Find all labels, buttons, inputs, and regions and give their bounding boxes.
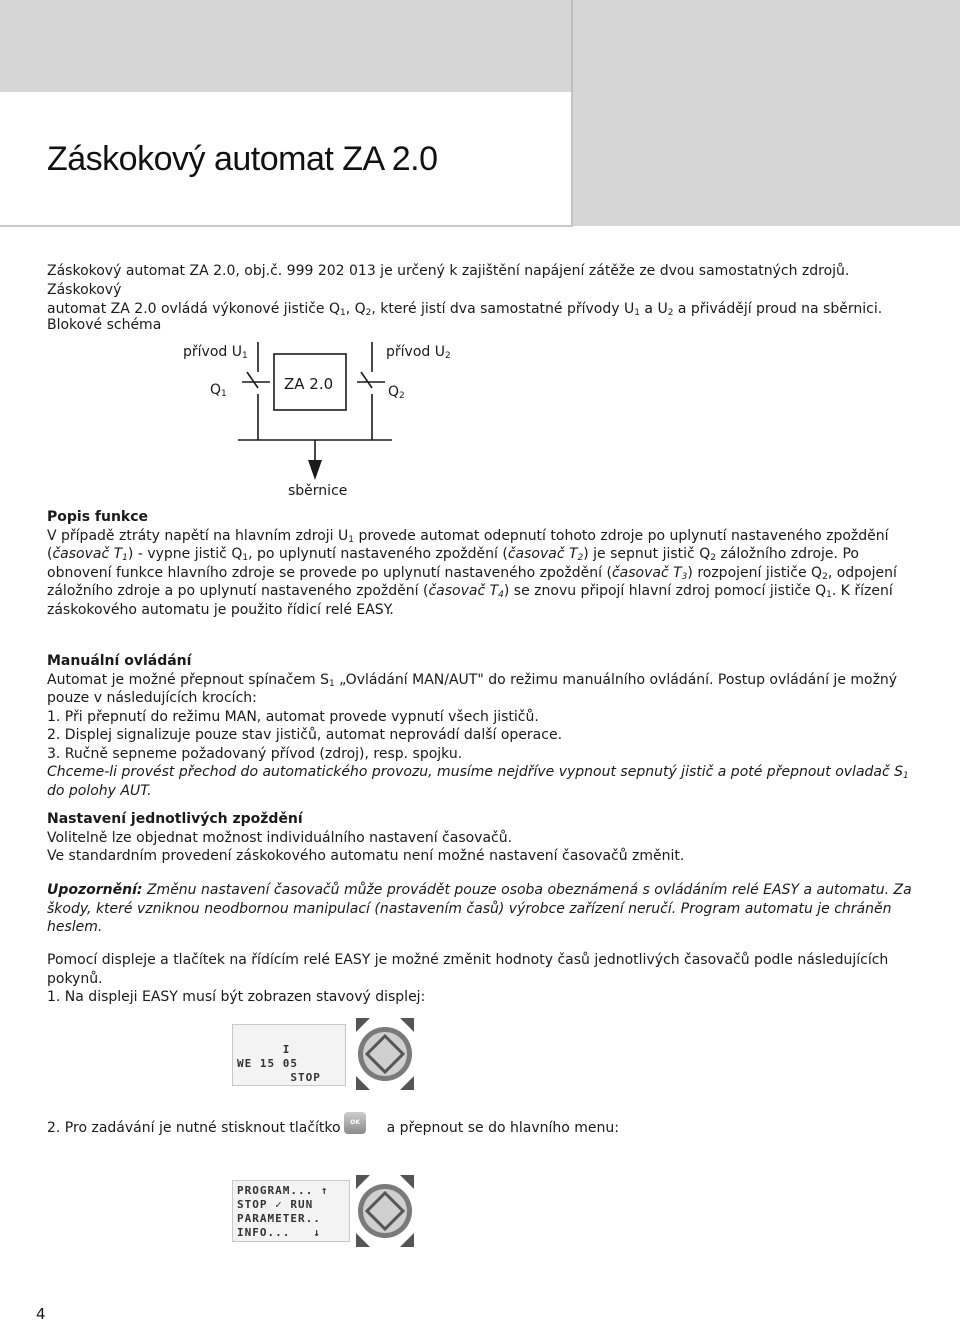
- delays-line-1: Volitelně lze objednat možnost individuálního nastavení časovačů.: [47, 829, 513, 846]
- step-2-text-a: 2. Pro zadávání je nutné stisknout tlačítko: [47, 1120, 341, 1136]
- easy-cursor-keys-icon[interactable]: [356, 1018, 414, 1090]
- step-2-text-b: a přepnout se do hlavního menu:: [386, 1120, 619, 1136]
- page-title: Záskokový automat ZA 2.0: [47, 140, 438, 178]
- manual-heading: Manuální ovládání: [47, 653, 192, 669]
- function-heading: Popis funkce: [47, 509, 149, 525]
- breaker-q2-label: $Q_2$: [388, 384, 405, 401]
- menu-item-parameter: PARAMETER..: [237, 1212, 321, 1225]
- block-diagram: [0, 330, 960, 510]
- lcd-row: I: [237, 1043, 291, 1056]
- breaker-q1-label: $Q_1$: [210, 382, 227, 399]
- header-side-band: [572, 92, 960, 226]
- delays-section: [47, 810, 917, 866]
- block-diagram-lines: [0, 330, 960, 510]
- manual-section: [47, 652, 917, 800]
- instructions-line-1: Pomocí displeje a tlačítek na řídícím relé EASY je možné změnit hodnoty časů jednotlivých časovačů podle následujících pokynů.: [47, 952, 889, 987]
- manual-intro: Automat je možné přepnout spínačem $S_1$ „Ovládání MAN/AUT" do režimu manuálního ovládání. Postup ovládání je možný pouze v následujících krocích:: [47, 671, 898, 706]
- page-number: 4: [36, 1305, 46, 1323]
- manual-note: Chceme-li provést přechod do automatického provozu, musíme nejdříve vypnout sepnutý jistič a poté přepnout ovladač $S_1$ do polohy AUT.: [47, 764, 909, 799]
- delays-heading: Nastavení jednotlivých zpoždění: [47, 811, 303, 827]
- lcd-row: STOP: [237, 1071, 321, 1084]
- menu-item-stop-run: STOP ✓ RUN: [237, 1198, 314, 1211]
- easy-status-display: [232, 1024, 346, 1086]
- function-text: V případě ztráty napětí na hlavním zdroji $U_1$ provede automat odepnutí tohoto zdroje po uplynutí nastaveného zpoždění (časovač $T_1$) - vypne jistič $Q_1$, po uplynutí nastaveného zpoždění (časovač $T_2$) je sepnut jistič $Q_2$ záložního zdroje. Po obnovení funkce hlavního zdroje se provede po uplynutí nastaveného zpoždění (časovač $T_3$) rozpojení jističe $Q_2$, odpojení záložního zdroje a po uplynutí nastaveného zpoždění (časovač $T_4$) se znovu připojí hlavní zdroj pomocí jističe $Q_1$. K řízení záskokového automatu je použito řídicí relé EASY.: [47, 527, 897, 618]
- block-schema-heading: Blokové schéma: [47, 317, 162, 333]
- supply-1-label: přívod $U_1$: [183, 344, 248, 361]
- supply-2-label: přívod $U_2$: [386, 344, 451, 361]
- controller-box-label: ZA 2.0: [284, 375, 334, 393]
- header-band: [0, 0, 960, 92]
- intro-paragraph: Záskokový automat ZA 2.0, obj.č. 999 202 013 je určený k zajištění napájení zátěže ze dvou samostatných zdrojů. Záskokový automat ZA 2.0 ovládá výkonové jističe $Q_1$, $Q_2$, které jistí dva samostatné přívody $U_1$ a $U_2$ a přivádějí proud na sběrnici.: [47, 263, 883, 318]
- delays-line-2: Ve standardním provedení záskokového automatu není možné nastavení časovačů změnit.: [47, 848, 685, 864]
- manual-step-3: 3. Ručně sepneme požadovaný přívod (zdroj), resp. spojku.: [47, 745, 463, 762]
- menu-item-info: INFO... ↓: [237, 1226, 321, 1239]
- manual-step-2: 2. Displej signalizuje pouze stav jističů, automat neprovádí další operace.: [47, 727, 563, 743]
- instructions-line-2: 1. Na displeji EASY musí být zobrazen stavový displej:: [47, 989, 426, 1005]
- instructions-section: [47, 951, 917, 1007]
- menu-item-program: PROGRAM... ↑: [237, 1184, 329, 1197]
- header-side-border: [571, 92, 573, 226]
- lcd-row: WE 15 05: [237, 1057, 298, 1070]
- function-section: [47, 508, 917, 619]
- manual-step-1: 1. Při přepnutí do režimu MAN, automat provede vypnutí všech jističů.: [47, 708, 539, 725]
- lcd-row: [237, 1029, 341, 1043]
- warning-label: Upozornění:: [47, 882, 143, 898]
- instruction-step-2: [47, 1119, 917, 1138]
- warning-section: [47, 881, 917, 937]
- busbar-label: sběrnice: [288, 483, 348, 499]
- header-divider: [571, 0, 573, 92]
- ok-button[interactable]: OK: [344, 1112, 366, 1134]
- warning-text: Změnu nastavení časovačů může provádět pouze osoba obeznámená s ovládáním relé EASY a automatu. Za škody, které vzniknou neodbornou manipulací (nastavením časů) výrobce zařízení neručí. Program automatu je chráněn heslem.: [47, 882, 912, 935]
- easy-cursor-keys-icon[interactable]: [356, 1175, 414, 1247]
- header-bottom-border: [0, 225, 573, 227]
- easy-main-menu-display: [232, 1180, 350, 1242]
